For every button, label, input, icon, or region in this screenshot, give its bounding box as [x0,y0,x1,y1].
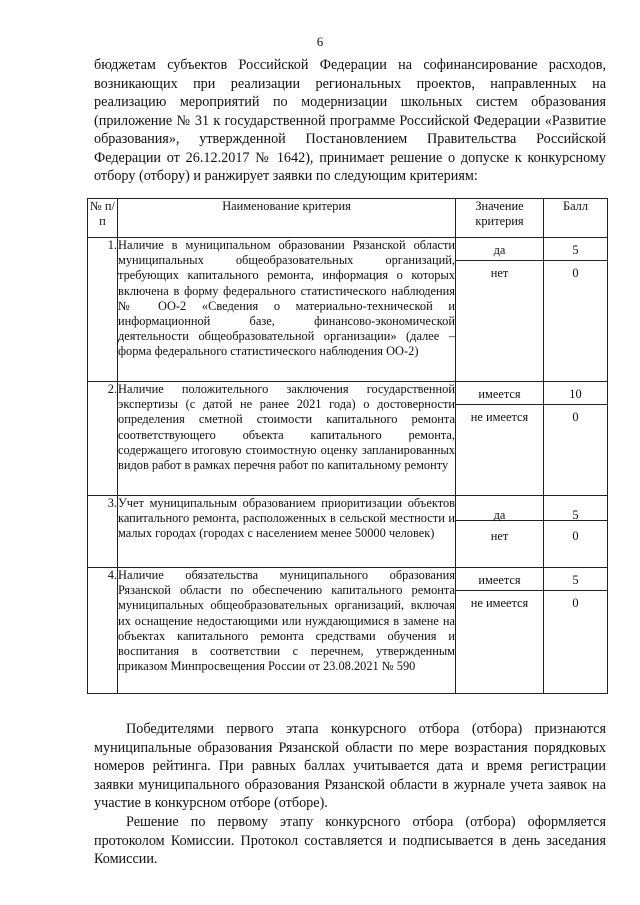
criterion-points: 5 [544,568,607,591]
table-row [88,382,608,496]
criterion-value: да [456,496,543,521]
row-number: 2. [88,382,118,496]
criterion-value: имеется [456,568,543,591]
criterion-value: нет [490,266,509,280]
criterion-points: 0 [572,410,579,424]
criterion-value: не имеется [470,410,529,424]
criterion-points: 0 [572,266,579,280]
table-row [88,238,608,382]
criterion-points: 5 [544,238,607,261]
header-points: Балл [544,199,608,238]
criteria-table [87,198,608,694]
closing-paragraphs [94,720,606,869]
criterion-name: Наличие обязательства муниципального образования Рязанской области по обеспечению капитального ремонта муниципальных общеобразовательных организаций, включая их оснащение недостающими или нуждающимися в замене на объектах капитального ремонта средствами обучения и воспитания в соответствии с перечнем, утвержденным приказом Минпросвещения России от 23.08.2021 № 590 [118,568,456,694]
decision-paragraph: Решение по первому этапу конкурсного отбора (отбора) оформляется протоколом Комиссии. Протокол составляется и подписывается в день заседания Комиссии. [94,813,606,868]
criterion-value: не имеется [470,596,529,610]
criterion-name: Наличие положительного заключения государственной экспертизы (с датой не ранее 2021 года) о достоверности определения сметной стоимости капитального ремонта соответствующего объекта капитального ремонта, содержащего итоговую стоимостную оценку запланированных видов работ в рамках перечня работ по капитальному ремонту [118,382,456,496]
intro-text: бюджетам субъектов Российской Федерации на софинансирование расходов, возникающих при реализации региональных проектов, направленных на реализацию мероприятий по модернизации школьных систем образования (приложение № 31 к государственной программе Российской Федерации «Развитие образования», утвержденной Постановлением Правительства Российской Федерации от 26.12.2017 № 1642), принимает решение о допуске к конкурсному отбору (отбору) и ранжирует заявки по следующим критериям: [94,57,606,184]
row-number: 3. [88,496,118,568]
row-number: 1. [88,238,118,382]
header-num: № п/п [88,199,118,238]
table-header-row [88,199,608,238]
intro-paragraph [94,56,606,186]
criterion-name: Наличие в муниципальном образовании Рязанской области муниципальных общеобразовательных организаций, требующих капитального ремонта, информация о которых включена в форму федерального статистического наблюдения № ОО-2 «Сведения о материально-технической и информационной базе, финансово-экономической деятельности общеобразовательной организации» (далее – форма федерального статистического наблюдения ОО-2) [118,238,456,382]
criterion-points: 10 [544,382,607,405]
criterion-points: 5 [544,496,607,521]
table-row [88,496,608,568]
criterion-value: да [456,238,543,261]
page-number: 6 [316,34,324,49]
criterion-value: имеется [456,382,543,405]
table-row [88,568,608,694]
criterion-points: 0 [572,596,579,610]
row-number: 4. [88,568,118,694]
winners-paragraph: Победителями первого этапа конкурсного отбора (отбора) признаются муниципальные образования Рязанской области по мере возрастания порядковых номеров рейтинга. При равных баллах учитывается дата и время регистрации заявки муниципального образования Рязанской области в журнале учета заявок на участие в конкурсном отборе (отборе). [94,721,606,812]
criterion-value: нет [490,529,509,543]
header-name: Наименование критерия [118,199,456,238]
criterion-name: Учет муниципальным образованием приоритизации объектов капитального ремонта, расположенных в сельской местности и малых городах (городах с населением менее 50000 человек) [118,496,456,568]
criterion-points: 0 [572,529,579,543]
header-value: Значение критерия [456,199,544,238]
